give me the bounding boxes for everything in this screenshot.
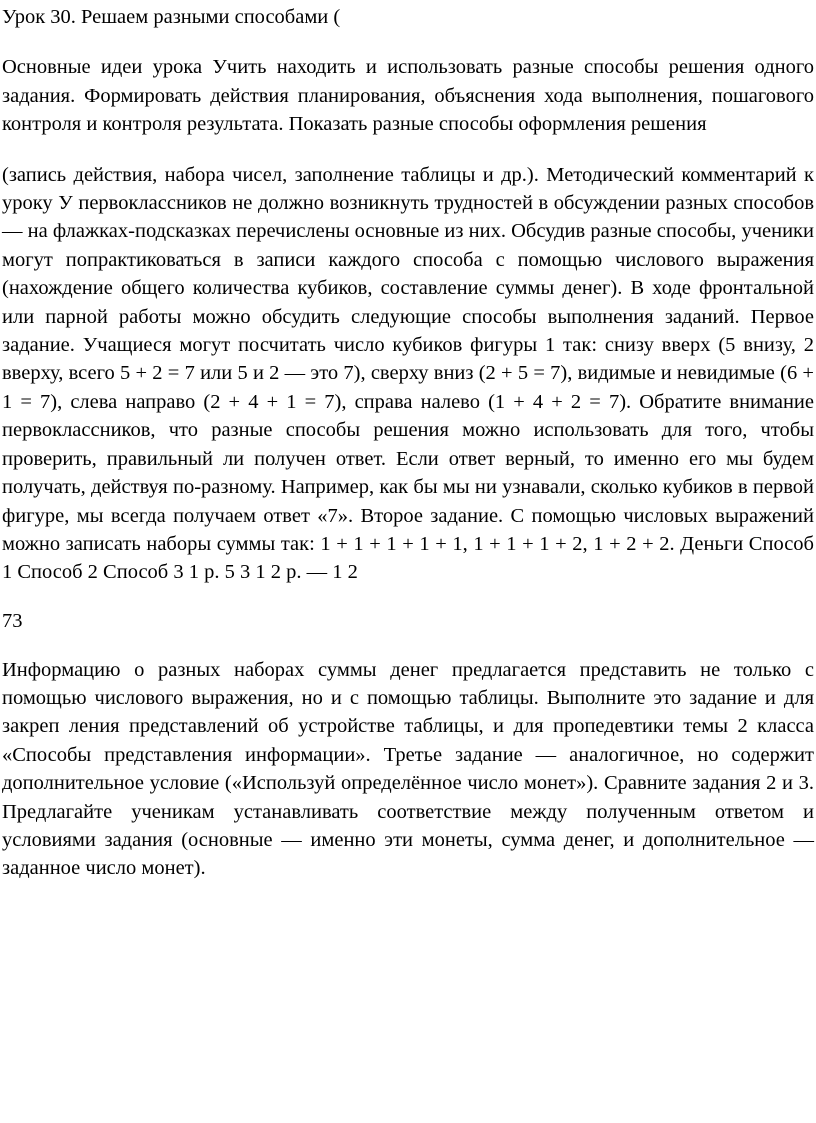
document-page — [2, 0, 814, 883]
paragraph-main-ideas: Основные идеи урока Учить находить и использовать разные способы решения одного задания. Формировать действия планирования, объяснения хода выполнения, пошагового контроля и контроля результата. Показать разные способы оформления решения — [2, 56, 814, 136]
paragraph-methodical-commentary: (запись действия, набора чисел, заполнение таблицы и др.). Методический комментарий к уроку У первоклассников не должно возникнуть трудностей в обсуждении разных способов — на флажках-подсказках перечислены основные из них. Обсудив разные способы, ученики могут попрактиковаться в записи каждого способа с помощью числового выражения (нахождение общего количества кубиков, составление суммы денег). В ходе фронтальной или парной работы можно обсудить следующие способы выполнения заданий. Первое задание. Учащиеся могут посчитать число кубиков фигуры 1 так: снизу вверх (5 внизу, 2 вверху, всего 5 + 2 = 7 или 5 и 2 — это 7), сверху вниз (2 + 5 = 7), видимые и невидимые (6 + 1 = 7), слева направо (2 + 4 + 1 = 7), справа налево (1 + 4 + 2 = 7). Обратите внимание первоклассников, что разные способы решения можно использовать для того, чтобы проверить, правильный ли получен ответ. Если ответ верный, то именно его мы будем получать, действуя по-разному. Например, как бы мы ни узнавали, сколько кубиков в первой фигуре, мы всегда получаем ответ «7». Второе задание. С помощью числовых выражений можно записать наборы суммы так: 1 + 1 + 1 + 1 + 1, 1 + 1 + 1 + 2, 1 + 2 + 2. Деньги Способ 1 Способ 2 Способ 3 1 р. 5 3 1 2 р. — 1 2 — [2, 163, 814, 584]
page-number: 73 — [2, 609, 23, 632]
paragraph-money-table: Информацию о разных наборах суммы денег предлагается представить не только с помощью числового выражения, но и с помощью таблицы. Выполните это задание и для закреп ления представлений об устройстве таблицы, и для пропедевтики темы 2 класса «Способы представления информации». Третье задание — аналогичное, но содержит дополнительное условие («Используй определённое число монет»). Сравните задания 2 и 3. Предлагайте ученикам устанавливать соответствие между полученным ответом и условиями задания (основные — именно эти монеты, сумма денег, и дополнительное — заданное число монет). — [2, 658, 814, 880]
lesson-title: Урок 30. Решаем разными способами ( — [2, 6, 341, 28]
